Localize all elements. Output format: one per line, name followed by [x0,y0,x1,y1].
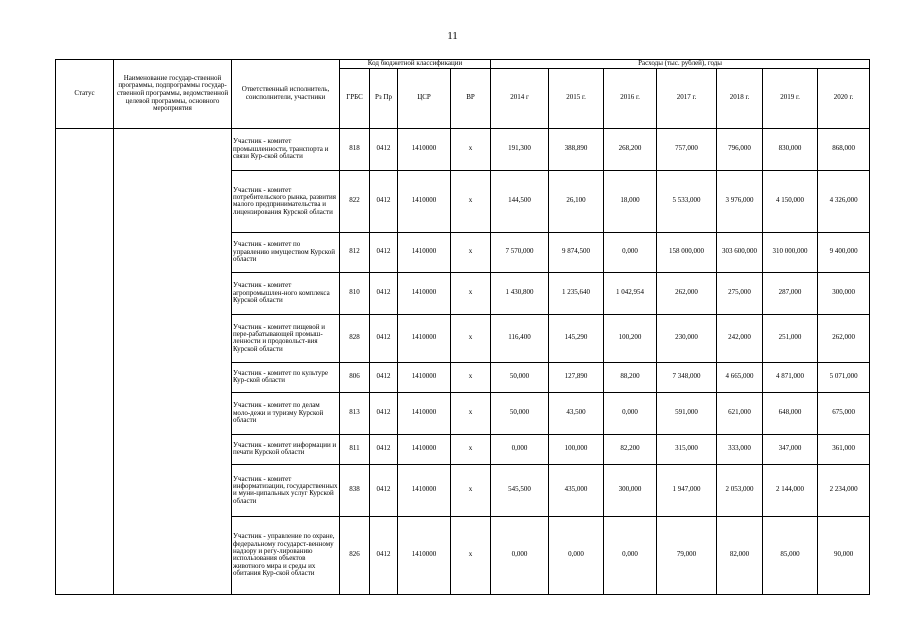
expense-cell: 2 053,000 [717,464,763,516]
expense-cell: 158 000,000 [657,232,717,272]
status-cell [56,128,114,594]
header-year: 2016 г. [604,68,657,128]
expense-cell: 435,000 [549,464,604,516]
header-rzpr: Рз Пр [370,68,398,128]
expense-cell: 648,000 [763,392,818,434]
table-row [56,128,870,170]
expense-cell: 310 000,000 [763,232,818,272]
expense-cell: 300,000 [604,464,657,516]
rzpr-cell: 0412 [370,272,398,314]
header-program-name: Наименование государ-ственной программы, подпрограммы государ-ственной программы, ведомственной целевой программы, основного мероприятия [114,60,232,129]
csr-cell: 1410000 [398,516,451,594]
expense-cell: 4 326,000 [818,170,870,232]
expense-cell: 315,000 [657,434,717,464]
expense-cell: 675,000 [818,392,870,434]
executor-cell: Участник - комитет информатизации, государственных и муни-ципальных услуг Курской области [232,464,340,516]
expense-cell: 82,200 [604,434,657,464]
expense-cell: 388,890 [549,128,604,170]
executor-cell: Участник - управление по охране, федеральному государст-венному надзору и регу-лированию использования объектов животного мира и среды их обитания Кур-ской области [232,516,340,594]
rzpr-cell: 0412 [370,362,398,392]
expense-cell: 1 042,954 [604,272,657,314]
expense-cell: 7 348,000 [657,362,717,392]
expense-cell: 300,000 [818,272,870,314]
csr-cell: 1410000 [398,232,451,272]
csr-cell: 1410000 [398,170,451,232]
expense-cell: 9 874,500 [549,232,604,272]
expense-cell: 242,000 [717,314,763,362]
vr-cell: x [451,392,491,434]
vr-cell: x [451,128,491,170]
expense-cell: 1 947,000 [657,464,717,516]
rzpr-cell: 0412 [370,128,398,170]
grbs-cell: 806 [340,362,370,392]
header-vr: ВР [451,68,491,128]
expense-cell: 2 234,000 [818,464,870,516]
expense-cell: 43,500 [549,392,604,434]
vr-cell: x [451,232,491,272]
rzpr-cell: 0412 [370,434,398,464]
expense-cell: 796,000 [717,128,763,170]
expense-cell: 82,000 [717,516,763,594]
header-csr: ЦСР [398,68,451,128]
expense-cell: 591,000 [657,392,717,434]
header-year: 2018 г. [717,68,763,128]
expense-cell: 1 430,800 [491,272,549,314]
expense-cell: 85,000 [763,516,818,594]
grbs-cell: 822 [340,170,370,232]
expense-cell: 303 600,000 [717,232,763,272]
header-year: 2017 г. [657,68,717,128]
expense-cell: 830,000 [763,128,818,170]
expense-cell: 4 150,000 [763,170,818,232]
expense-cell: 79,000 [657,516,717,594]
program-name-cell [114,128,232,594]
expense-cell: 262,000 [818,314,870,362]
executor-cell: Участник - комитет информации и печати Курской области [232,434,340,464]
executor-cell: Участник - комитет по управлению имуществом Курской области [232,232,340,272]
header-expenses: Расходы (тыс. рублей), годы [491,60,870,69]
expense-cell: 230,000 [657,314,717,362]
grbs-cell: 826 [340,516,370,594]
csr-cell: 1410000 [398,314,451,362]
expense-cell: 100,000 [549,434,604,464]
rzpr-cell: 0412 [370,464,398,516]
expense-cell: 347,000 [763,434,818,464]
expense-cell: 88,200 [604,362,657,392]
expense-cell: 116,400 [491,314,549,362]
executor-cell: Участник - комитет агропромышлен-ного комплекса Курской области [232,272,340,314]
expense-cell: 287,000 [763,272,818,314]
csr-cell: 1410000 [398,272,451,314]
expense-cell: 191,300 [491,128,549,170]
csr-cell: 1410000 [398,362,451,392]
expense-cell: 90,000 [818,516,870,594]
rzpr-cell: 0412 [370,392,398,434]
csr-cell: 1410000 [398,392,451,434]
header-year: 2014 г [491,68,549,128]
executor-cell: Участник - комитет по делам моло-дежи и туризму Курской области [232,392,340,434]
expense-cell: 0,000 [549,516,604,594]
grbs-cell: 811 [340,434,370,464]
expense-cell: 100,200 [604,314,657,362]
vr-cell: x [451,516,491,594]
expense-cell: 127,890 [549,362,604,392]
expense-cell: 262,000 [657,272,717,314]
executor-cell: Участник - комитет по культуре Кур-ской области [232,362,340,392]
expense-cell: 50,000 [491,392,549,434]
executor-cell: Участник - комитет пищевой и пере-рабатывающей промыш-ленности и продовольст-вия Курской области [232,314,340,362]
vr-cell: x [451,464,491,516]
table-body [56,128,870,594]
grbs-cell: 813 [340,392,370,434]
expense-cell: 5 071,000 [818,362,870,392]
expense-cell: 7 570,000 [491,232,549,272]
grbs-cell: 818 [340,128,370,170]
vr-cell: x [451,314,491,362]
header-status: Статус [56,60,114,129]
expense-cell: 545,500 [491,464,549,516]
executor-cell: Участник - комитет потребительского рынка, развития малого предпринимательства и лицензирования Курской области [232,170,340,232]
budget-table [55,59,870,595]
expense-cell: 26,100 [549,170,604,232]
expense-cell: 251,000 [763,314,818,362]
expense-cell: 0,000 [604,392,657,434]
header-responsible: Ответственный исполнитель, соисполнители, участники [232,60,340,129]
expense-cell: 268,200 [604,128,657,170]
expense-cell: 145,290 [549,314,604,362]
grbs-cell: 828 [340,314,370,362]
expense-cell: 50,000 [491,362,549,392]
grbs-cell: 838 [340,464,370,516]
expense-cell: 9 400,000 [818,232,870,272]
csr-cell: 1410000 [398,464,451,516]
expense-cell: 3 976,000 [717,170,763,232]
executor-cell: Участник - комитет промышленности, транспорта и связи Кур-ской области [232,128,340,170]
expense-cell: 757,000 [657,128,717,170]
vr-cell: x [451,272,491,314]
expense-cell: 0,000 [604,516,657,594]
expense-cell: 4 665,000 [717,362,763,392]
csr-cell: 1410000 [398,128,451,170]
expense-cell: 275,000 [717,272,763,314]
header-year: 2015 г. [549,68,604,128]
expense-cell: 361,000 [818,434,870,464]
expense-cell: 0,000 [491,516,549,594]
rzpr-cell: 0412 [370,516,398,594]
rzpr-cell: 0412 [370,232,398,272]
expense-cell: 144,500 [491,170,549,232]
vr-cell: x [451,170,491,232]
expense-cell: 868,000 [818,128,870,170]
header-year: 2020 г. [818,68,870,128]
expense-cell: 4 871,000 [763,362,818,392]
vr-cell: x [451,362,491,392]
header-grbs: ГРБС [340,68,370,128]
expense-cell: 0,000 [604,232,657,272]
rzpr-cell: 0412 [370,170,398,232]
expense-cell: 333,000 [717,434,763,464]
page-number: 11 [447,30,458,42]
vr-cell: x [451,434,491,464]
expense-cell: 5 533,000 [657,170,717,232]
grbs-cell: 812 [340,232,370,272]
expense-cell: 18,000 [604,170,657,232]
expense-cell: 2 144,000 [763,464,818,516]
header-budget-code: Код бюджетной классификации [340,60,491,69]
header-year: 2019 г. [763,68,818,128]
grbs-cell: 810 [340,272,370,314]
expense-cell: 0,000 [491,434,549,464]
rzpr-cell: 0412 [370,314,398,362]
csr-cell: 1410000 [398,434,451,464]
expense-cell: 1 235,640 [549,272,604,314]
expense-cell: 621,000 [717,392,763,434]
